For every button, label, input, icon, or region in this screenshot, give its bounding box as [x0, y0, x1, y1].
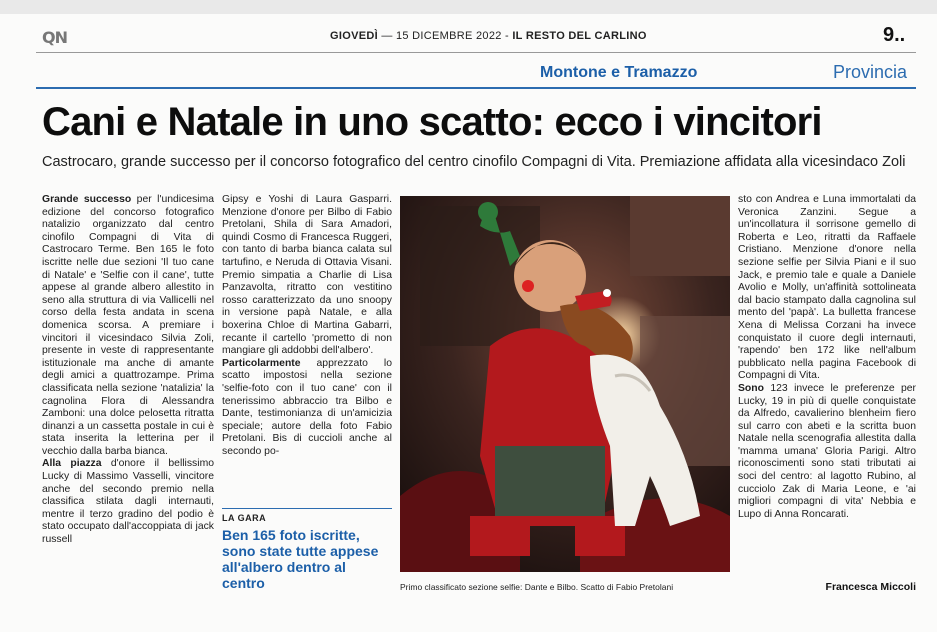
paragraph-lead: Grande successo — [42, 194, 132, 205]
section-title: Montone e Tramazzo — [540, 64, 698, 81]
paragraph-text: d'onore il bellissimo Lucky di Massimo Vasselli, vincitore anche del secondo premio nella classifica stilata dagli internauti, mentre il terzo gradino del podio è stato occupato dall'accoppiata di jack russell — [42, 458, 214, 546]
box-divider — [222, 508, 392, 509]
dateline-date: — 15 DICEMBRE 2022 - — [381, 30, 509, 42]
dateline-paper: IL RESTO DEL CARLINO — [512, 30, 647, 42]
paragraph-text: sto con Andrea e Luna immortalati da Veronica Zanzini. Segue a un'incollatura il sorrisone gemello di Roberta e Leo, ritratti da Raffaele Cristiano. Menzione d'onore nella sezione selfie per Silvia Piani e il suo Jack, e premio tale e quale a Daniele Avolio e Molly, un'affinità sottolineata dal bacio stampato dalla cagnolina sul mento del 'papà'. La bulletta francese Xena di Melissa Corzani ha invece conquistato il cuore degli internauti, 'rapendo' ben 172 like nell'album pubblicato nella pagina Facebook di Compagni di Vita. — [738, 194, 916, 382]
article-column-1 — [42, 194, 214, 547]
category-label: Provincia — [833, 62, 908, 82]
paragraph — [738, 383, 916, 522]
paragraph-lead: Particolarmente — [222, 357, 301, 369]
paragraph — [42, 458, 214, 546]
qn-logo: QN — [42, 28, 67, 47]
box-tag: LA GARA — [222, 513, 267, 523]
paragraph-text: 123 invece le preferenze per Lucky, 19 in più di quelle conquistate da Alfredo, cavalierino blenheim fiero sul carro con abeti e la scritta buon Natale nella scenografia allestita dalla 'mamma umana' Gloria Parigi. Altro riconoscimenti sono stati tributati ai soci del centro: al lagotto Rubino, al cucciolo Zak di Maria Leone, e 'ai migliori compagni di vita' Nebbia e Lupo di Anna Roncarati. — [738, 382, 916, 520]
pull-quote: Ben 165 foto iscritte, sono state tutte appese all'albero dentro al centro — [222, 527, 379, 591]
paragraph-lead: Alla piazza — [42, 458, 102, 470]
photo-caption: Primo classificato sezione selfie: Dante e Bilbo. Scatto di Fabio Pretolani — [400, 582, 674, 592]
page-number: 9.. — [883, 24, 906, 46]
header-divider — [36, 52, 916, 53]
paragraph — [222, 194, 392, 358]
paragraph — [222, 358, 392, 459]
article-column-2 — [222, 194, 392, 458]
paragraph-text: per l'undicesima edizione del concorso fotografico natalizio organizzato dal centro cinofilo Compagni di Vita di Castrocaro Terme. Ben 165 le foto iscritte nelle due sezioni 'Il tuo cane di Natale' e 'Selfie con il cane', tutte appese al grande albero allestito in seno alla struttura di via Vallicelli nel corso della festa andata in scena domenica scorsa. A premiare i vincitori il vicesindaco Silvia Zoli, presente in veste di rappresentante istituzionale ma anche di amante degli amici a quattrozampe. Prima classificata nella sezione 'natalizia' la cagnolina Flora di Alessandra Zamboni: una dolce pelosetta ritratta dinanzi a un cassetta postale in cui è stata inserita la letterina per il vecchio dalla barba bianca. — [42, 194, 215, 457]
paragraph — [42, 194, 214, 458]
paragraph-text: apprezzato lo scatto impostosi nella sezione 'selfie-foto con il tuo cane' con il tenerissimo abbraccio tra Bilbo e Dante, testimonianza di un'amicizia speciale; autore della foto Fabio Pretolani. Bis di cuccioli anche al secondo po- — [222, 357, 392, 457]
paragraph — [738, 194, 916, 383]
pull-quote-box — [222, 508, 392, 591]
dateline — [330, 30, 647, 42]
dateline-day: GIOVEDÌ — [330, 30, 378, 42]
headline: Cani e Natale in uno scatto: ecco i vincitori — [42, 100, 822, 144]
photo-child-and-dog — [400, 196, 730, 572]
article-photo — [400, 196, 730, 572]
author-byline: Francesca Miccoli — [825, 581, 916, 593]
paragraph-lead: Sono — [738, 382, 764, 394]
article-column-4 — [738, 194, 916, 521]
section-divider — [36, 87, 916, 89]
top-bar — [0, 0, 937, 14]
subheadline: Castrocaro, grande successo per il concorso fotografico del centro cinofilo Compagni di Vita. Premiazione affidata alla vicesindaco Zoli — [42, 154, 906, 170]
paragraph-text: Gipsy e Yoshi di Laura Gasparri. Menzione d'onore per Bilbo di Fabio Pretolani, Shila di Sara Amadori, quindi Cosmo di Francesca Ruggeri, con tanto di barba bianca calata sul tartufino, e Neruda di Ottavia Visani. Premio simpatia a Charlie di Lisa Panzavolta, ritratto con vestitino rosso caratterizzato da uno snoopy in versione papà Natale, e alla boxerina Chloe di Martina Gabarri, recante il cartello 'prometto di non mangiare gli addobbi dell'albero'. — [222, 194, 392, 357]
